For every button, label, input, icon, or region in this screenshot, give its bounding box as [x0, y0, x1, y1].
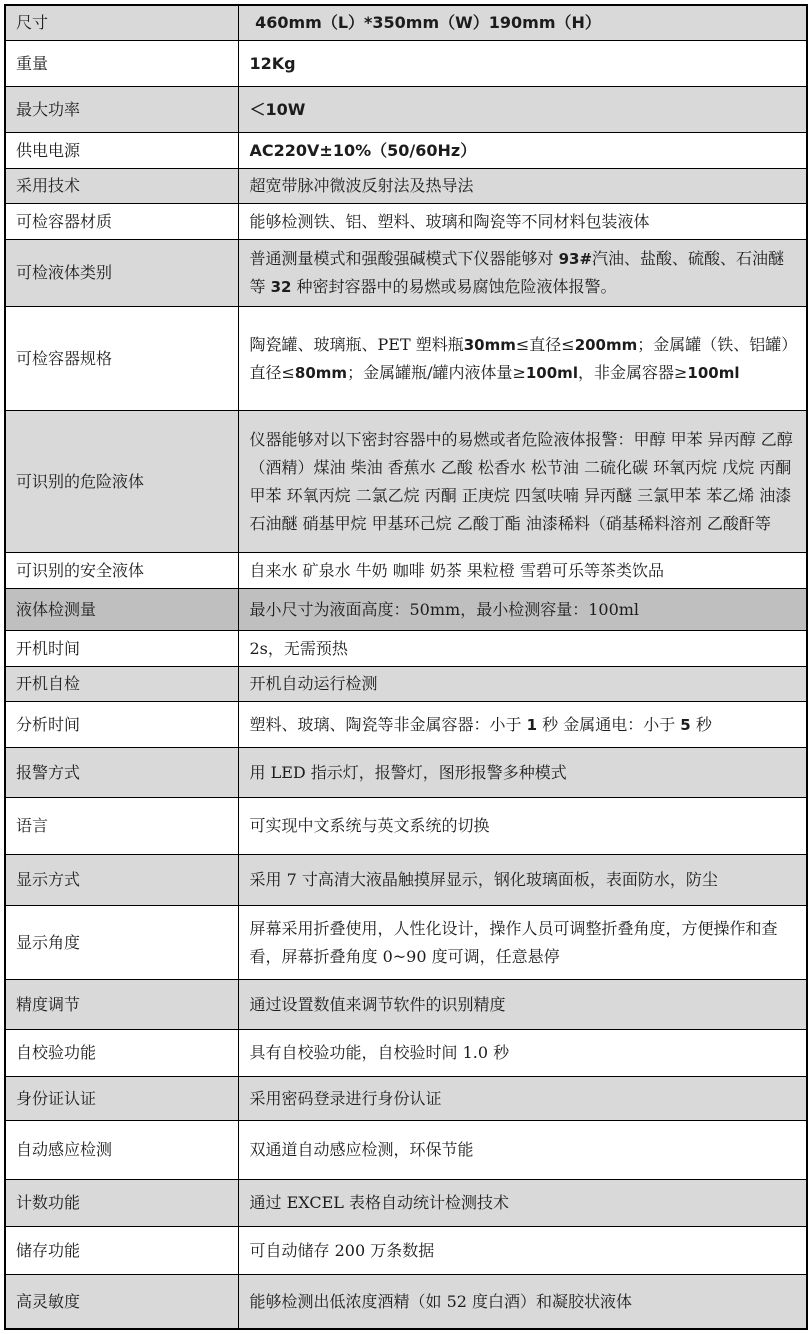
spec-value: 通过设置数值来调节软件的识别精度 — [238, 980, 807, 1030]
table-row — [5, 204, 807, 240]
spec-label: 语言 — [5, 798, 238, 855]
spec-value: 采用密码登录进行身份认证 — [238, 1077, 807, 1121]
spec-label: 高灵敏度 — [5, 1275, 238, 1330]
spec-value: 超宽带脉冲微波反射法及热导法 — [238, 169, 807, 204]
text-segment: ，非金属容器≥ — [577, 362, 688, 382]
bold-number: 200mm — [574, 335, 638, 354]
spec-value: 通过 EXCEL 表格自动统计检测技术 — [238, 1180, 807, 1227]
spec-label: 分析时间 — [5, 702, 238, 748]
text-segment: ≤直径≤ — [515, 334, 575, 354]
table-row — [5, 307, 807, 411]
text-segment: 种密封容器中的易燃或易腐蚀危险液体报警。 — [291, 277, 617, 296]
spec-table-body — [5, 5, 807, 1329]
text-segment: 陶瓷罐、玻璃瓶、PET 塑料瓶 — [249, 334, 464, 354]
spec-label: 计数功能 — [5, 1180, 238, 1227]
spec-table — [4, 4, 808, 1330]
text-segment: 秒 金属通电：小于 — [537, 714, 681, 734]
table-row — [5, 5, 807, 41]
table-row — [5, 906, 807, 980]
table-row — [5, 169, 807, 204]
spec-value: 自来水 矿泉水 牛奶 咖啡 奶茶 果粒橙 雪碧可乐等茶类饮品 — [238, 553, 807, 589]
table-row — [5, 553, 807, 589]
spec-label: 尺寸 — [5, 5, 238, 41]
bold-number: 80mm — [294, 363, 348, 382]
spec-value: 双通道自动感应检测，环保节能 — [238, 1121, 807, 1180]
spec-value: 460mm（L）*350mm（W）190mm（H） — [238, 5, 807, 41]
table-row — [5, 798, 807, 855]
spec-label: 自动感应检测 — [5, 1121, 238, 1180]
bold-number: 93# — [558, 250, 593, 268]
table-row — [5, 41, 807, 87]
table-row — [5, 589, 807, 631]
spec-value: 能够检测铁、铝、塑料、玻璃和陶瓷等不同材料包装液体 — [238, 204, 807, 240]
spec-value: 开机自动运行检测 — [238, 667, 807, 702]
text-segment: ；金属罐瓶/罐内液体量≥ — [347, 362, 526, 382]
spec-label: 身份证认证 — [5, 1077, 238, 1121]
spec-value: ＜10W — [238, 87, 807, 133]
spec-label: 显示方式 — [5, 855, 238, 906]
spec-label: 自校验功能 — [5, 1030, 238, 1077]
table-row — [5, 240, 807, 307]
table-row — [5, 1275, 807, 1330]
bold-number: 1 — [526, 715, 538, 734]
spec-label: 开机时间 — [5, 631, 238, 667]
table-row — [5, 1180, 807, 1227]
bold-number: 100ml — [525, 363, 578, 382]
bold-number: 30mm — [463, 335, 516, 354]
spec-value: 2s，无需预热 — [238, 631, 807, 667]
spec-value: 能够检测出低浓度酒精（如 52 度白酒）和凝胶状液体 — [238, 1275, 807, 1330]
spec-label: 可检容器规格 — [5, 307, 238, 411]
table-row — [5, 133, 807, 169]
spec-value: 采用 7 寸高清大液晶触摸屏显示，钢化玻璃面板，表面防水，防尘 — [238, 855, 807, 906]
table-row — [5, 667, 807, 702]
table-row — [5, 748, 807, 798]
spec-value — [238, 702, 807, 748]
table-row — [5, 855, 807, 906]
table-row — [5, 1077, 807, 1121]
table-row — [5, 1030, 807, 1077]
spec-label: 最大功率 — [5, 87, 238, 133]
spec-label: 采用技术 — [5, 169, 238, 204]
spec-value: 仪器能够对以下密封容器中的易燃或者危险液体报警：甲醇 甲苯 异丙醇 乙醇（酒精）煤油 柴油 香蕉水 乙酸 松香水 松节油 二硫化碳 环氧丙烷 戊烷 丙酮 甲苯 环氧丙烷 二氯乙烷 丙酮 正庚烷 四氢呋喃 异丙醚 三氯甲苯 苯乙烯 油漆 石油醚 硝基甲烷 甲基环己烷 乙酸丁酯 油漆稀料（硝基稀料溶剂 乙酸酐等 — [238, 411, 807, 553]
spec-value: AC220V±10%（50/60Hz） — [238, 133, 807, 169]
table-row — [5, 1121, 807, 1180]
spec-value: 用 LED 指示灯，报警灯，图形报警多种模式 — [238, 748, 807, 798]
spec-value: 12Kg — [238, 41, 807, 87]
spec-label: 可检容器材质 — [5, 204, 238, 240]
bold-number: 5 — [680, 715, 691, 734]
spec-value — [238, 240, 807, 307]
bold-number: 32 — [270, 278, 292, 296]
spec-label: 显示角度 — [5, 906, 238, 980]
spec-label: 供电电源 — [5, 133, 238, 169]
table-row — [5, 87, 807, 133]
spec-value: 具有自校验功能，自校验时间 1.0 秒 — [238, 1030, 807, 1077]
spec-value: 最小尺寸为液面高度：50mm，最小检测容量：100ml — [238, 589, 807, 631]
spec-value: 可自动储存 200 万条数据 — [238, 1227, 807, 1275]
table-row — [5, 980, 807, 1030]
table-row — [5, 411, 807, 553]
text-segment: ；金属罐（铁、铝罐）直径≤ — [249, 334, 790, 382]
spec-value: 屏幕采用折叠使用，人性化设计，操作人员可调整折叠角度，方便操作和查看，屏幕折叠角度 0~90 度可调，任意悬停 — [238, 906, 807, 980]
spec-label: 可识别的危险液体 — [5, 411, 238, 553]
text-segment: 汽油、盐酸、硫酸、石油醚等 — [249, 249, 785, 296]
text-segment: 普通测量模式和强酸强碱模式下仪器能够对 — [249, 249, 559, 268]
table-row — [5, 702, 807, 748]
spec-label: 报警方式 — [5, 748, 238, 798]
spec-label: 液体检测量 — [5, 589, 238, 631]
spec-value — [238, 307, 807, 411]
text-segment: 秒 — [690, 714, 712, 734]
spec-value: 可实现中文系统与英文系统的切换 — [238, 798, 807, 855]
text-segment: 塑料、玻璃、陶瓷等非金属容器：小于 — [249, 714, 527, 734]
table-row — [5, 631, 807, 667]
spec-label: 精度调节 — [5, 980, 238, 1030]
spec-label: 重量 — [5, 41, 238, 87]
spec-label: 开机自检 — [5, 667, 238, 702]
spec-label: 可检液体类别 — [5, 240, 238, 307]
spec-label: 可识别的安全液体 — [5, 553, 238, 589]
table-row — [5, 1227, 807, 1275]
spec-label: 储存功能 — [5, 1227, 238, 1275]
bold-number: 100ml — [687, 363, 740, 382]
